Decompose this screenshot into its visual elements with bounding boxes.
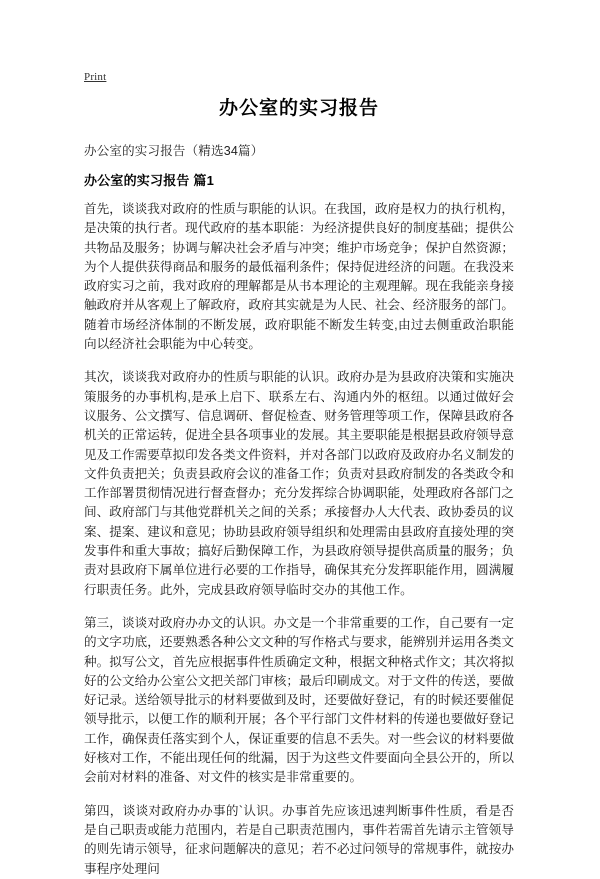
page-title: 办公室的实习报告	[218, 98, 379, 119]
body-paragraph: 第四，谈谈对政府办办事的`认识。办事首先应该迅速判断事件性质，看是否是自己职责或能力范围内，若是自己职责范围内，事件若需首先请示主管领导的则先请示领导，征求问题解决的意见；若不必过问领导的常规事件，就按办事程序处理问	[84, 803, 514, 876]
body-paragraph: 首先，谈谈我对政府的性质与职能的认识。在我国，政府是权力的执行机构，是决策的执行者。现代政府的基本职能：为经济提供良好的制度基础；提供公共物品及服务；协调与解决社会矛盾与冲突；维护市场竞争；保护自然资源；为个人提供获得商品和服务的最低福利条件；保持促进经济的问题。在我没来政府实习之前，我对政府的理解都是从书本理论的主观理解。现在我能亲身接触政府并从客观上了解政府，政府其实就是为人民、社会、经济服务的部门。随着市场经济体制的不断发展，政府职能不断发生转变,由过去侧重政治职能向以经济社会职能为中心转变。	[84, 202, 514, 352]
document-content	[84, 96, 514, 879]
document-subtitle: 办公室的实习报告（精选34篇）	[84, 144, 264, 158]
body-paragraph: 其次，谈谈我对政府办的性质与职能的认识。政府办是为县政府决策和实施决策服务的办事机构,是承上启下、联系左右、沟通内外的枢纽。以通过做好会议服务、公文撰写、信息调研、督促检查、财务管理等项工作，保障县政府各机关的正常运转，促进全县各项事业的发展。其主要职能是根据县政府领导意见及工作需要草拟印发各类文件资料，并对各部门以政府及政府办名义制发的文件负责把关；负责县政府会议的准备工作；负责对县政府制发的各类政令和工作部署贯彻情况进行督查督办；充分发挥综合协调职能，处理政府各部门之间、政府部门与其他党群机关之间的关系；承接督办人大代表、政协委员的议案、提案、建议和意见；协助县政府领导组织和处理需由县政府直接处理的突发事件和重大事故；搞好后勤保障工作，为县政府领导提供高质量的服务；负责对县政府下属单位进行必要的工作指导，确保其充分发挥职能作用，圆满履行职责任务。此外，完成县政府领导临时交办的其他工作。	[84, 370, 514, 597]
section-heading: 办公室的实习报告 篇1	[84, 173, 215, 188]
body-paragraph: 第三，谈谈对政府办办文的认识。办文是一个非常重要的工作，自己要有一定的文字功底，还要熟悉各种公文文种的写作格式与要求，能辨别并运用各类文种。拟写公文，首先应根据事件性质确定文种，根据文种格式作文；其次将拟好的公文给办公室公文把关部门审核；最后印刷成文。对于文件的传送，要做好记录。送给领导批示的材料要做到及时，还要做好登记，有的时候还要催促领导批示，以便工作的顺利开展；各个平行部门文件材料的传递也要做好登记工作，确保责任落实到个人，保证重要的信息不丢失。对一些会议的材料要做好核对工作，不能出现任何的纰漏，因于为这些文件要面向全县公开的，所以会前对材料的准备、对文件的核实是非常重要的。	[84, 615, 514, 785]
print-link[interactable]: Print	[84, 71, 107, 83]
